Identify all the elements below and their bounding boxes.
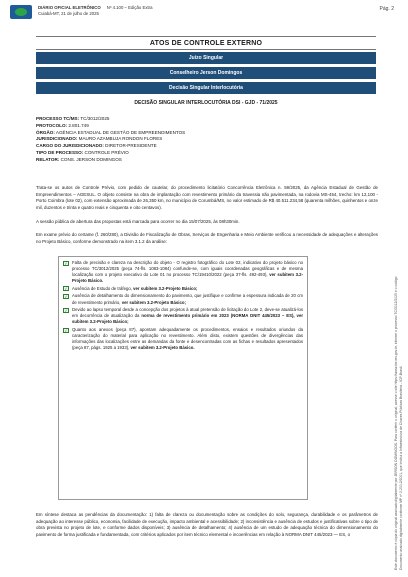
decision-title: DECISÃO SINGULAR INTERLOCUTÓRIA DSI - GJD - 71/2025 (134, 100, 278, 106)
analysis-excerpt-box (58, 256, 308, 500)
process-metadata (36, 116, 376, 164)
meta-tipo-processo: TIPO DE PROCESSO: CONTROLE PRÉVIO (36, 149, 129, 155)
paragraph-intro: Trata-se os autos de Controle Prévio, com pedido de cautelar, do procedimento licitatório Concorrência Eletrônica n. 59/2025, da Agência Estadual de Gestão de Empreendimentos – AGESUL. O objeto consiste na obra de implantação com revestimento primário da travessia não pavimentada, na rodovia MS-454, trecho: km 12,100 - Porto Coimbra (lote 02), com extensão aproximada de 26,350 km, no município de Corumbá/MS, no valor estimado de R$ 40.511.234,58 (quarenta milhões, quinhentos e onze mil, duzentos e trinta e quatro reais e cinquenta e oito centavos). (36, 185, 378, 210)
meta-orgao: ÓRGÃO: AGÊNCIA ESTADUAL DE GESTÃO DE EMPREENDIMENTOS (36, 129, 186, 135)
checkbox-icon: ✓ (64, 307, 68, 313)
paragraph-summary: Em síntese destaca as pendências da documentação: 1) falta de clareza ou documentação sobre as condições do solo, segurança, durabilidade e os parâmetros de adequação ao interesse público, economia, facilidade de execução, impacto ambiental e acessibilidade; 2) inconsistência e ausência de estudos e justificativas sobre o tipo de obra prevista no projeto de lote, e conforme dados disponíveis; 3) ausência de detalhamento; 4) ausência de um estudo de adequação técnica do dimensionamento do pavimento de forma justificada e fundamentada, com critérios aplicados por item técnico elemental e incoerências em relação à NORMA DNIT 445/2023 — ES, o (36, 512, 378, 537)
header-text (38, 5, 152, 17)
list-item: ✓ Devido ao lapso temporal desde a concepção dos projetos à atual pretensão de licitação do Lote 2, deve-se atualizá-los em decorrência de atualização da norma de revestimento primário em 2023 (NORMA DNIT 445/2023 – ES), ver subitem 3.2-Projeto Básico; (64, 307, 304, 325)
banner-juizo-singular: Juízo Singular (36, 52, 376, 64)
paragraph-session: A sessão pública de abertura das propostas está marcada para ocorrer no dia 15/07/2025, às 08h30min. (36, 219, 240, 224)
list-item: ✓ Falta de precisão e clareza na descrição do objeto - O registro fotográfico do Lote 02, indicativo do projeto básico no processo TC/3012/2025 (peça 74-fls. 1083-1084) confunde-se, com iguais coordenadas geográficas e de mesma localização com o projeto executivo do Lote 01 no processo TC/19410/2022 (peça 37-fls. 492-493), ver subitem 3.2-Projeto Básico. (64, 260, 303, 284)
checkbox-icon: ✓ (64, 286, 68, 292)
header-date: Cuiabá-MT, 21 de julho de 2025 (38, 11, 99, 16)
list-item: ✓ Quanto aos anexos (peça 87), apontam adequadamente os procedimentos, ensaios e resultados oriundos da caracterização do material para aplicação no revestimento. Além disto, existem questões de divergências das informações das localizações entre as demandas da fonte e desencontradas com as fichas e resultados apresentados (peça 87, págs. 1925 a 1933), ver subitem 3.2-Projeto Básico. (64, 326, 303, 351)
page-header (0, 0, 408, 22)
page-number: Pág. 2 (379, 6, 394, 12)
stamp-line-1: Este documento é cópia do original assinado digitalmente por JERSON DOMINGOS. Para conferir o original, acesse o site https://www.tce.ms.gov.br, informe o processo TC/3012/2025 e o código (394, 276, 398, 570)
digital-signature-stamp (392, 200, 406, 570)
checkbox-icon: ✓ (64, 260, 68, 266)
section-title-banner: ATOS DE CONTROLE EXTERNO (36, 36, 376, 50)
checkbox-icon: ✓ (64, 327, 68, 333)
checkbox-icon: ✓ (64, 294, 68, 300)
paragraph-exam: Em exame prévio do certame (f. 260/280), a Divisão de Fiscalização de Obras, Serviços de Engenharia e Meio Ambiente verificou a necessidade de adequações e alterações no Projeto Básico, conforme demonstrado na item 3.1.2 da análise: (36, 232, 378, 244)
meta-protocolo: PROTOCOLO: 2.801.749 (36, 122, 89, 128)
list-item: ✓ Ausência de detalhamento do dimensionamento do pavimento, que justifique e confirme a espessura indicada de 20 cm de revestimento primário, ver subitem 3.2-Projeto Básico; (64, 293, 303, 305)
meta-processo: PROCESSO TC/MS: TC/3012/2025 (36, 116, 110, 121)
stamp-line-2: Documento assinado digitalmente conforme MP nº 2.200-2/2001, que institui a Infraestrutura de Chaves Públicas Brasileira - ICP-Brasil. (399, 365, 403, 570)
banner-conselheiro: Conselheiro Jerson Domingos (36, 67, 376, 79)
banner-decisao: Decisão Singular Interlocutória (36, 82, 376, 94)
meta-relator: RELATOR: CONS. JERSON DOMINGOS (36, 156, 122, 162)
list-item: ✓ Ausência de Estudo de tráfego, ver subitem 3.2-Projeto Básico; (64, 285, 198, 292)
header-edition: Nº 4.100 – Edição Extra (106, 5, 153, 10)
meta-jurisdicionado: JURISDICIONADO: MAURO AZAMBUJA RONDON FLORES (36, 136, 163, 142)
tce-logo-icon (10, 5, 32, 19)
meta-cargo: CARGO DO JURISDICIONADO: DIRETOR-PRESIDENTE (36, 143, 157, 149)
header-org: DIÁRIO OFICIAL ELETRÔNICO (38, 5, 101, 10)
